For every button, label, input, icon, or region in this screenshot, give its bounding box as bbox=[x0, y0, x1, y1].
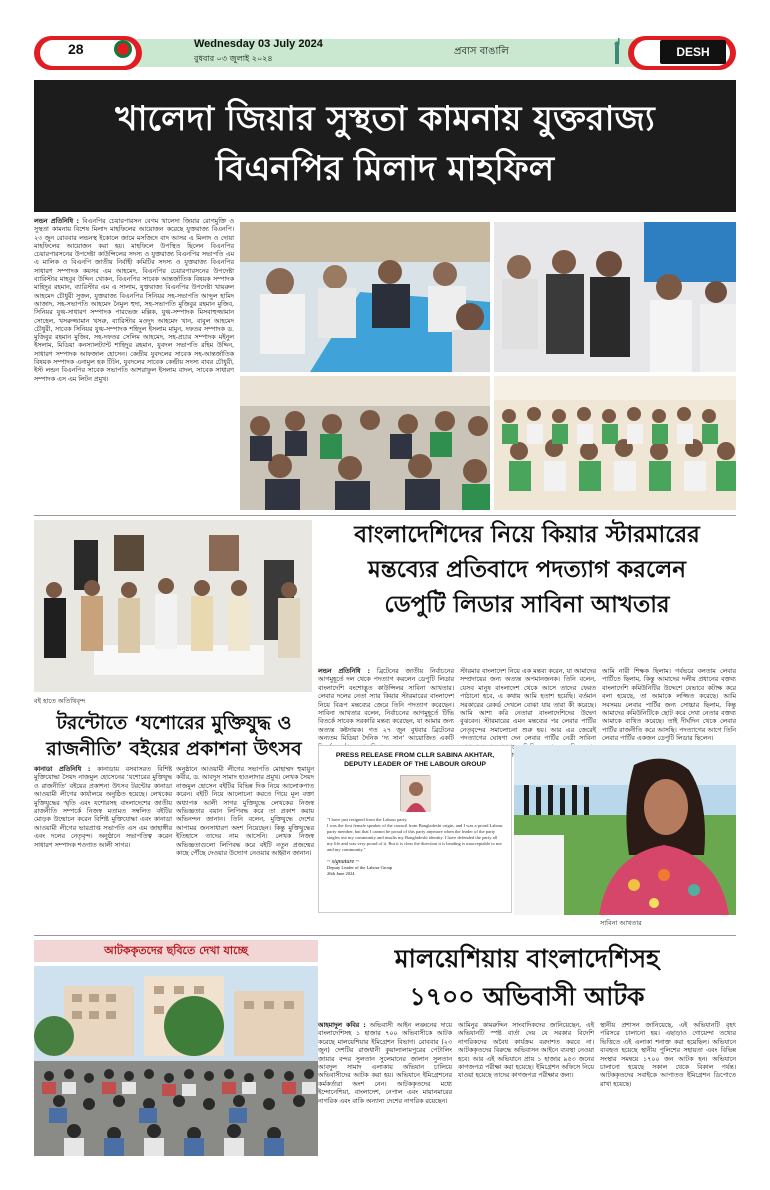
press-release-quote: "I have just resigned from the Labour party. bbox=[327, 817, 408, 822]
malaysia-headline: মালয়েশিয়ায় বাংলাদেশিসহ ১৭০০ অভিবাসী আটক bbox=[394, 944, 660, 1011]
page-number: 28 bbox=[68, 41, 84, 57]
main-headline-banner bbox=[34, 80, 736, 212]
kiar-headline: বাংলাদেশিদের নিয়ে কিয়ার স্টারমারের মন্তব্যের প্রতিবাদে পদত্যাগ করলেন ডেপুটি লিডার সাবিনা আখতার bbox=[354, 522, 700, 618]
toronto-col-1: কানাডা প্রতিনিধি : কানাডায় বসবাসরত বিশিষ্ট মুক্তিযোদ্ধা সৈয়দ নাজমুল হোসেনের ‘যশোরের মুক্তিযুদ্ধ ও রাজনীতি’ বইয়ের প্রকাশনা উৎসব টরন্টোর কানাডা আওয়ামী লীগের কার্যালয়ে অনুষ্ঠিত হয়েছে। লেখকের মুক্তিযুদ্ধের স্মৃতি এবং যশোরসহ বাংলাদেশের জাতীয় রাজনীতি সম্পর্কে নিজস্ব মতামত সম্বলিত বইটির মোড়ক উন্মোচন করেন বিশিষ্ট মুক্তিযোদ্ধা এবং কানাডা আওয়ামী লীগের ভারপ্রাপ্ত সভাপতি এস এম জাহাঙ্গীর এবং দলের নেতৃবৃন্দ। অনুষ্ঠানে সভাপতিত্ব করেন সাধারণ সম্পাদক শওগাত আলী সাগর। bbox=[34, 766, 172, 849]
toronto-photo-caption: বই হাতে অতিথিবৃন্দ bbox=[34, 697, 86, 705]
milad-photo-3 bbox=[240, 376, 490, 510]
main-headline: খালেদা জিয়ার সুস্থতা কামনায় যুক্তরাজ্য বিএনপির মিলাদ মাহফিল bbox=[115, 99, 655, 189]
date-english: Wednesday 03 July 2024 bbox=[194, 38, 323, 50]
article-lead: লন্ডন প্রতিনিধি : bbox=[34, 218, 79, 225]
kiar-col-1: লন্ডন প্রতিনিধি : ব্রিটেনের জাতীয় নির্বাচনের আগমুহূর্তে দল থেকে পদত্যাগ করলেন ডেপুটি লিডার বাংলাদেশি বংশোদ্ভূত কাউন্সিলর সাবিনা আখতার। লেবার দলের নেতা স্যার কিয়ার স্টারমারের বাংলাদেশ নিয়ে বিরূপ মন্তব্যের জেরে তিনি পদত্যাগ করেছেন। সাবিনা আখতার বলেন, নির্বাচনের আগমুহূর্তে টিভি বিতর্কে সাবেক সরকারি মন্তব্য করেছেন, যা আমার জন্য অত্যন্ত কষ্টদায়ক। গত ২৭ জুন বুধবার ব্রিটেনের অন্যতম মিডিয়া দৈনিক ‘দ্য সান’ আয়োজিত একটি bbox=[318, 668, 454, 743]
toronto-col-2: অনুষ্ঠানে আওয়ামী লীগের সভাপতি মোহাম্মদ হুমায়ুন কবীর, ড. আবদুস সামাদ হাওলাদার প্রমুখ। লেখক সৈয়দ নাজমুল হোসেন বইটির বিভিন্ন দিক নিয়ে আলোকপাত করেন। বইটি নিয়ে আলোচনা করতে গিয়ে মূল বক্তা অধ্যাপক আলী সাগর মুক্তিযুদ্ধে লেখকের নিজস্ব অভিজ্ঞতার বয়ান লিপিবদ্ধ করে তা প্রকাশ করায় অভিনন্দন জানান। তিনি বলেন, মুক্তিযুদ্ধে দেশের আপামর জনসাধারণ অংশ নিয়েছেন। কিন্তু মুক্তিযুদ্ধের ইতিহাসে তাদের নাম আসেনি। লেখক নিজস্ব অভিজ্ঞতাগুলো লিপিবদ্ধ করে বইটি নতুন প্রজন্মের কাছে পৌঁছে দেওয়ার উদ্যোগ নেওয়ার আহ্বান জানান। bbox=[176, 766, 314, 858]
malaysia-col-3: স্থানীয় প্রশাসন জানিয়েছে, এই অভিযানটি বৃহৎ পরিসরে চালানো হয়। এছাড়াও গোয়েন্দা তথ্যের ভিত্তিতে এই এলাকা শনাক্ত করা হয়েছিল। অভিযানে ব্যবহৃত হয়েছে স্থানীয় পুলিশের সহায়তা এবং বিভিন্ন সংস্থার সমন্বয়ে ১৭০০ জন আটক হন। অভিযানে চালানো হয়েছে সকাল থেকে বিকাল পর্যন্ত। আটককৃতদের সবাইকে আপাতত ইমিগ্রেশন ডিপোতে রাখা হয়েছে। bbox=[600, 1022, 736, 1088]
malaysia-col-1: আহমাদুল কবির : অভিবাসী আইন লঙ্ঘনের দায়ে বাংলাদেশিসহ ১ হাজার ৭০০ অভিবাসীকে আটক করেছে মালয়েশিয়ার ইমিগ্রেশন বিভাগ। রোববার (২৩ জুন) দেশটির রাজধানী কুয়ালালামপুরের পেটালিং জায়ার বন্দর সুলতান সুলেমানের জালান সুলতান আবদুল সামাদ এলাকায় অভিযান চালিয়ে অভিবাসীদের আটক করা হয়। অভিযানে ইমিগ্রেশনের কর্মকর্তারা অংশ নেন। আটককৃতদের মধ্যে ইন্দোনেশিয়া, বাংলাদেশ, নেপাল এবং মায়ানমারের নাগরিক এবং বাকি অন্যান্য দেশের নাগরিক রয়েছেন। bbox=[318, 1022, 452, 1105]
article-text: বিএনপির চেয়ারপারসন বেগম খালেদা জিয়ার রোগমুক্তি ও সুস্থতা কামনায় বিশেষ মিলাদ মাহফিলের আয়োজন করেছে যুক্তরাজ্য বিএনপি। ২৩ জুন রোববার লন্ডনস্থ ইকোলে জামে মসজিদে বাদ আসর এ মিলাদ ও দোয়া মাহফিলের আয়োজন করা হয়। মাহফিলে উপস্থিত ছিলেন বিএনপির চেয়ারপারসনের উপদেষ্টা কাউন্সিলের সদস্য ও যুক্তরাজ্য বিএনপির সভাপতি এম এ মালিক ও বিএনপি জাতীয় নির্বাহী কমিটির সদস্য ও যুক্তরাজ্য বিএনপির সাধারণ সম্পাদক কয়সর এম আহমেদ, বিএনপির চেয়ারপারসনের উপদেষ্টা ব্যারিস্টার মাহবুব উদ্দিন খোকন, বিএনপির সাবেক আন্তর্জাতিক বিষয়ক সম্পাদক মাহিদুর রহমান, ব্যারিস্টার এম এ সালাম, যুক্তরাজ্য বিএনপির উপদেষ্টা খায়রুল আহমেদ চৌধুরী সুজন, যুক্তরাজ্য বিএনপির সিনিয়র সহ-সভাপতি আব্দুল হামিদ আজাদ, সহ-সভাপতি আহমেদ নৈমুল হুদা, সহ-সভাপতি মুজিবুর রহমান মুজিব, সিনিয়র যুগ্ম-সাধারণ সম্পাদক পারভেজ মল্লিক, যুগ্ম-সম্পাদক মিসবাহুজ্জামান সোহেল, খসরুজ্জামান খসরু, ব্যারিস্টার মওদুদ আহমেদ খান, বাবুল আহমেদ চৌধুরী, সাবেক সিনিয়র যুগ্ম-সম্পাদক শহিদুল ইসলাম মামুন, দফতর সম্পাদক ড. মুজিবুর রহমান মুজিব, সহ-দফতর সেলিম আহমেদ, সহ-প্রচার সম্পাদক মইনুল ইসলাম, মিডিয়া কনস্যালট্যান্ট শাহিদুর রহমান, যুবদল সভাপতি রহিম উদ্দিন, সাধারণ সম্পাদক আফজাল হোসেন। কেন্দ্রীয় যুবদলের সাবেক সহ-আন্তর্জাতিক বিষয়ক সম্পাদক এনামুল হক টিটন, যুবদলের সাবেক কেন্দ্রীয় সদস্য বাবর চৌধুরী, ইস্ট লন্ডন বিএনপির সাবেক সভাপতি আশরাফুল ইসলাম বাদল, সাবেক সাধারণ সম্পাদক এস এম লিটন প্রমুখ। bbox=[34, 218, 234, 383]
divider bbox=[34, 515, 736, 516]
statue-of-liberty-icon bbox=[612, 38, 622, 66]
malaysia-col-2: আমিনুর কামরুদ্দিন সাংবাদিকদের জানিয়েছেন, এই অভিযানটি স্পষ্ট বার্তা দেয় যে সরকার বিদেশি নাগরিকদের অবৈধ কার্যক্রম বরদাশত করবে না। আটককৃতদের বিরুদ্ধে অভিবাসন আইনে ব্যবস্থা নেওয়া হবে। আর এই অভিযানে প্রায় ১ হাজার ৯৫৩ জনের কাগজপত্র পরীক্ষা করা হয়েছে। ইমিগ্রেশন অফিসে নিয়ে যাওয়া হয়েছে তাদের কাগজপত্র পরীক্ষার জন্য। bbox=[458, 1022, 594, 1080]
malaysia-photo-banner: আটককৃতদের ছবিতে দেখা যাচ্ছে bbox=[34, 940, 318, 962]
sabina-portrait bbox=[400, 775, 430, 811]
sabina-photo-caption: সাবিনা আখতার bbox=[600, 919, 642, 927]
bangladesh-flag-icon bbox=[114, 40, 132, 58]
press-release-body: I was the first female speaker of the council from Bangladeshi origin, and I was a proud Labour party member, but that I cannot be proud of this party anymore when the leader of the party singles out my community and insults my Bangladeshi identity. I have defended the party all my life and was very proud of it. But it is clear the direction it is heading is unacceptable to me and my community." bbox=[327, 823, 503, 852]
date-bengali: বুধবার ০৩ জুলাই ২০২৪ bbox=[194, 54, 273, 63]
press-release-card bbox=[318, 745, 512, 913]
section-title: প্রবাস বাঙালি bbox=[454, 46, 509, 57]
kiar-col-3: আমি নারী শিক্ষক ছিলাম। গর্বভরে বলতাম লেবার পার্টিতে ছিলাম, কিন্তু আমাদের দলীয় প্রধানের বক্তব্য বাংলাদেশি কমিউনিটির উদ্দেশে যেভাবে কটাক্ষ করে বলা হয়েছে, তা আমাকে লজ্জিত করেছে। আমি সবসময় লেবার পার্টির জন্য সোচ্চার ছিলাম, কিন্তু আমাদের কমিউনিটিকে ছোট করে দেখা নেতার বক্তব্য আমাকে ব্যথিত করেছে। তাই দীর্ঘদিন থেকে লেবার পার্টির রাজনীতি করে আসছি। পদত্যাগের আগে তিনি লেবার পার্টির একজন ডেপুটি লিডার ছিলেন। bbox=[602, 668, 736, 743]
divider bbox=[34, 935, 736, 936]
milad-photo-4 bbox=[494, 376, 736, 510]
press-release-signature: ~ signature ~ Deputy Leader of the Labour Group 26th June 2024 bbox=[327, 859, 393, 876]
toronto-book-launch-photo bbox=[34, 520, 312, 692]
toronto-headline: টরন্টোতে ‘যশোরের মুক্তিযুদ্ধ ও রাজনীতি’ বইয়ের প্রকাশনা উৎসব bbox=[46, 712, 302, 760]
newspaper-logo: DESH bbox=[660, 40, 726, 64]
page-header bbox=[34, 34, 736, 72]
article-milad-body bbox=[34, 218, 234, 510]
kiar-col-2: স্টারমার বাংলাদেশ নিয়ে এক মন্তব্য করেন, যা আমাদের সম্প্রদায়ের জন্য অত্যন্ত অপমানজনক। তিনি বলেন, যেসব মানুষ বাংলাদেশ থেকে আসে তাদের ফেরত পাঠানো হবে, এ কথায় আমি হতাশ হয়েছি। বর্তমান সরকারের রেকর্ড দেখলে বোঝা যায় তারা কী করেছে। আমি আশা করি নেতারা বাংলাদেশিদের উদ্বেগ বুঝবেন। স্টারমারের এমন মন্তব্যের পর লেবার পার্টির নেতৃবৃন্দের সমালোচনা শুরু হয়। আর এর জেরেই পদত্যাগের ঘোষণা দেন লেবার পার্টির নেত্রী সাবিনা bbox=[460, 668, 596, 743]
sabina-akhtar-photo bbox=[514, 745, 736, 915]
malaysia-detainees-photo bbox=[34, 966, 318, 1156]
milad-photo-1 bbox=[240, 222, 490, 372]
press-release-title: PRESS RELEASE FROM CLLR SABINA AKHTAR, DEPUTY LEADER OF THE LABOUR GROUP bbox=[335, 752, 495, 768]
milad-photo-2 bbox=[494, 222, 736, 372]
